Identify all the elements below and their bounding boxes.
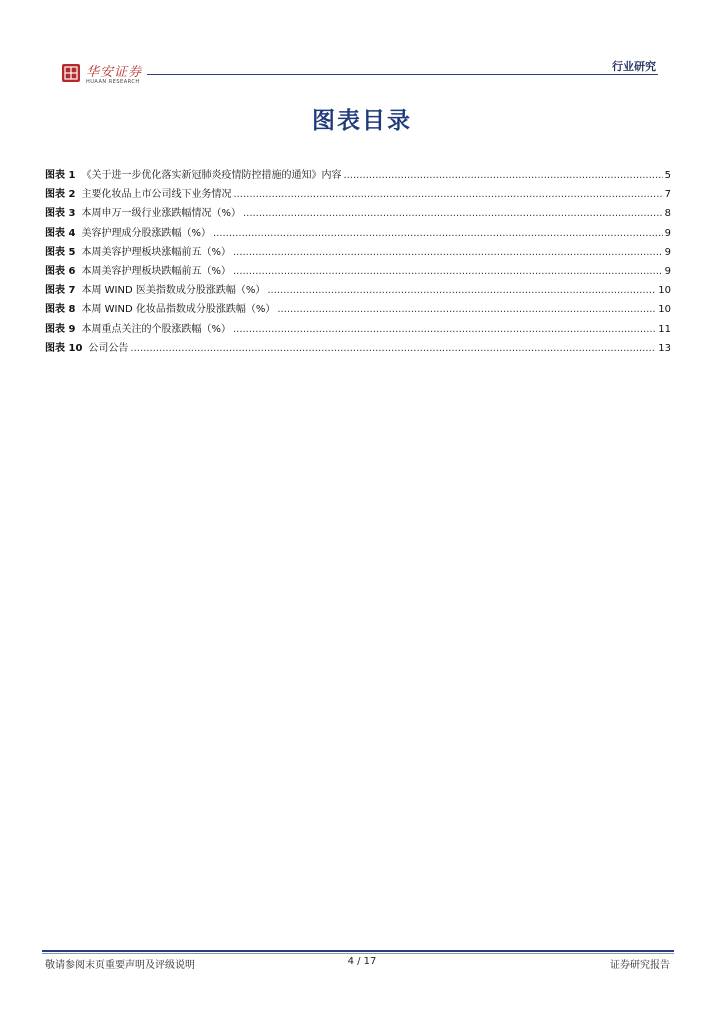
toc-entry-page: 9: [664, 246, 671, 258]
logo-chinese-text: 华安证券: [86, 65, 143, 80]
toc-leader-dots: [233, 185, 662, 204]
section-label: 行业研究: [612, 60, 656, 73]
toc-entry-9[interactable]: [45, 320, 671, 339]
toc-entry-page: 5: [664, 170, 671, 181]
toc-entry-title: 本周美容护理板块跌幅前五（%）: [81, 265, 231, 277]
toc-entry-page: 11: [658, 323, 671, 335]
toc-entry-label: 图表 5: [45, 246, 76, 258]
toc-entry-10[interactable]: [45, 339, 671, 358]
toc-entry-7[interactable]: [45, 281, 671, 300]
toc-entry-label: 图表 2: [45, 189, 76, 201]
toc-entry-page: 9: [664, 227, 671, 239]
toc-entry-label: 图表 1: [45, 170, 76, 181]
toc-entry-page: 9: [664, 265, 671, 277]
header-divider: [147, 74, 658, 75]
toc-entry-label: 图表 10: [45, 342, 83, 354]
toc-leader-dots: [130, 339, 656, 358]
toc-entry-label: 图表 4: [45, 227, 76, 239]
toc-entry-page: 10: [658, 285, 671, 297]
toc-entry-title: 美容护理成分股涨跌幅（%）: [81, 227, 211, 239]
toc-entry-6[interactable]: [45, 262, 671, 281]
toc-entry-4[interactable]: [45, 224, 671, 243]
page-indicator: 4 / 17: [347, 956, 377, 967]
footer-doc-type: 证券研究报告: [610, 960, 670, 971]
footer-divider-thin: [42, 953, 674, 954]
toc-entry-title: 本周申万一级行业涨跌幅情况（%）: [81, 208, 241, 220]
figure-toc: [45, 166, 671, 358]
page-title: 图表目录: [312, 108, 412, 134]
toc-leader-dots: [233, 243, 663, 262]
toc-entry-page: 13: [658, 342, 671, 354]
toc-entry-title: 本周美容护理板块涨幅前五（%）: [81, 246, 231, 258]
toc-entry-title: 《关于进一步优化落实新冠肺炎疫情防控措施的通知》内容: [81, 170, 342, 181]
toc-entry-label: 图表 8: [45, 304, 76, 316]
toc-entry-title: 主要化妆品上市公司线下业务情况: [81, 189, 232, 201]
footer-disclaimer: 敬请参阅末页重要声明及评级说明: [45, 960, 195, 971]
toc-leader-dots: [277, 300, 656, 319]
page-header: [0, 0, 724, 100]
toc-entry-2[interactable]: [45, 185, 671, 204]
toc-leader-dots: [213, 224, 663, 243]
toc-entry-label: 图表 7: [45, 285, 76, 297]
toc-entry-page: 8: [664, 208, 671, 220]
toc-leader-dots: [267, 281, 656, 300]
toc-leader-dots: [243, 204, 663, 223]
toc-entry-1[interactable]: [45, 166, 671, 185]
toc-entry-label: 图表 3: [45, 208, 76, 220]
toc-entry-page: 7: [664, 189, 671, 201]
toc-entry-title: 本周重点关注的个股涨跌幅（%）: [81, 323, 231, 335]
toc-entry-3[interactable]: [45, 204, 671, 223]
toc-leader-dots: [343, 166, 662, 185]
toc-entry-5[interactable]: [45, 243, 671, 262]
toc-leader-dots: [233, 262, 663, 281]
toc-entry-title: 公司公告: [88, 342, 129, 354]
footer-divider: [42, 950, 674, 952]
huaan-logo-icon: [62, 64, 80, 82]
logo-english-text: HUAAN RESEARCH: [86, 79, 140, 85]
toc-entry-label: 图表 6: [45, 265, 76, 277]
toc-entry-title: 本周 WIND 医美指数成分股涨跌幅（%）: [81, 285, 266, 297]
toc-entry-label: 图表 9: [45, 323, 76, 335]
toc-entry-page: 10: [658, 304, 671, 316]
toc-entry-8[interactable]: [45, 300, 671, 319]
toc-leader-dots: [233, 320, 656, 339]
toc-entry-title: 本周 WIND 化妆品指数成分股涨跌幅（%）: [81, 304, 276, 316]
